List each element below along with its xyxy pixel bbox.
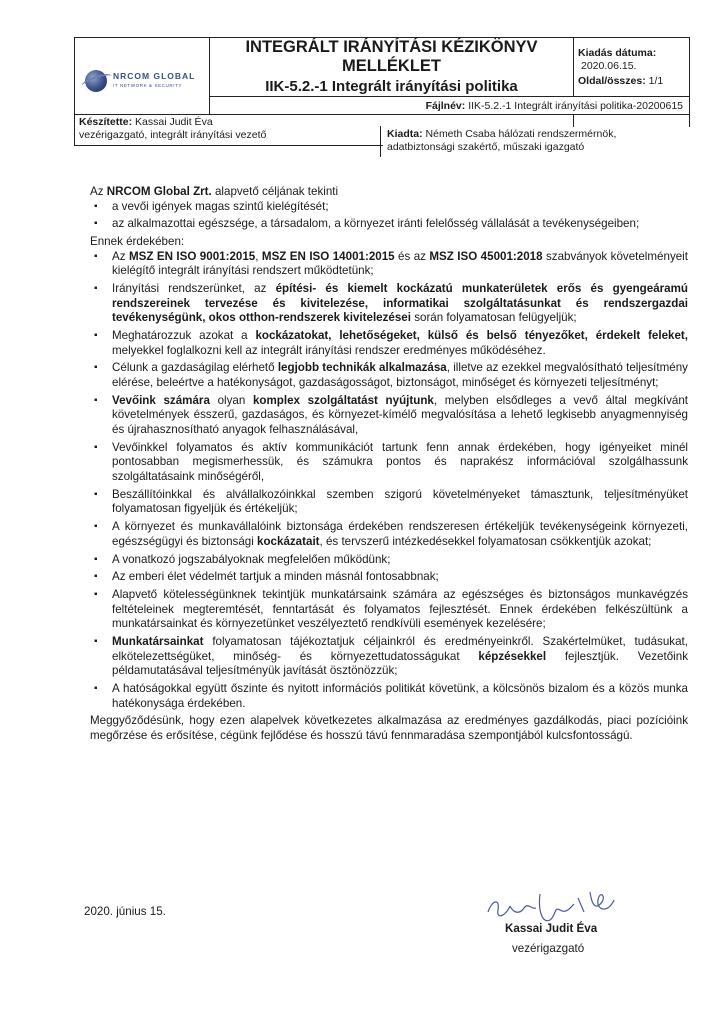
signer-name: Kassai Judit Éva — [505, 922, 598, 935]
policy-point — [90, 361, 688, 390]
point-text: , és tervszerű intézkedésekkel folyamatosan csökkentjük azokat; — [319, 534, 652, 548]
title-line-2: MELLÉKLET — [342, 57, 441, 75]
title-line-3: IIK-5.2.-1 Integrált irányítási politika — [265, 78, 518, 95]
emphasis-text: komplex szolgáltatást nyújtunk — [252, 393, 434, 407]
point-text: olyan — [209, 393, 253, 407]
company-name: NRCOM Global Zrt. — [106, 185, 212, 198]
issued-name: Németh Csaba hálózati rendszermérnök, — [425, 128, 617, 140]
issued-label: Kiadta: — [387, 128, 423, 140]
file-label: Fájlnév: — [425, 99, 466, 112]
policy-point — [90, 394, 688, 438]
policy-point — [90, 520, 688, 549]
file-name-row — [210, 97, 690, 115]
document-date: 2020. június 15. — [84, 905, 166, 918]
goal-item: ▪ a vevői igények magas szintű kielégítését; — [90, 200, 688, 215]
point-text: A vonatkozó jogszabályoknak megfelelően működünk; — [112, 552, 391, 566]
meta-block — [574, 38, 690, 97]
point-text: , — [255, 249, 262, 263]
goals-list — [90, 200, 688, 232]
emphasis-text: Vevőink számára — [112, 393, 210, 407]
policy-point — [90, 282, 688, 326]
logo-subtitle: IT NETWORK & SECURITY — [113, 83, 183, 88]
point-text: szabványok követelményeit kielégítő integrált irányítási rendszert működtetünk; — [112, 249, 688, 278]
point-text: melyekkel foglalkozni kell az integrált irányítási rendszer eredményes működéséhez. — [112, 343, 546, 357]
point-text: Az emberi élet védelmét tartjuk a minden másnál fontosabbnak; — [112, 570, 439, 584]
point-text: Célunk a gazdaságilag elérhető — [112, 361, 278, 375]
ennek-heading: Ennek érdekében: — [90, 235, 185, 249]
point-text: Meghatározzuk azokat a — [112, 329, 256, 343]
emphasis-text: MSZ EN ISO 14001:2015 — [261, 249, 395, 263]
policy-point — [90, 488, 688, 517]
issued-role: adatbiztonsági szakértő, műszaki igazgató — [387, 141, 585, 153]
point-text: Alapvető kötelességünknek tekintjük munkatársaink számára az egészséges és biztonságos munkavégzés feltételeinek megteremtését, fenntartását és folyamatos fejlesztését. Ennek érdekében felkészültünk a munkatársainkat és környezetünket veszélyeztető rendkívüli események kezelésére; — [112, 588, 688, 631]
policy-points — [90, 250, 688, 711]
page-label: Oldal/összes: — [578, 74, 646, 87]
emphasis-text: képzésekkel — [478, 649, 547, 663]
title-block — [210, 38, 574, 97]
point-text: során folyamatosan felügyeljük; — [410, 311, 577, 325]
emphasis-text: MSZ EN ISO 9001:2015 — [128, 249, 256, 263]
intro-prefix: Az — [90, 185, 107, 198]
emphasis-text: Munkatársainkat — [112, 635, 204, 649]
policy-point — [90, 553, 688, 568]
point-text: , melyben elsődleges a vevő által megkívánt követelmények ésszerű, gazdaságos, és környezet-kímélő megvalósítása a lehető legkisebb anyagmennyiség és újrahasznosítható anyagok felhasználásával, — [112, 393, 689, 437]
release-label: Kiadás dátuma: — [578, 46, 657, 59]
prepared-label: Készítette: — [79, 116, 133, 128]
intro-text — [90, 185, 688, 200]
point-text: és az — [394, 249, 430, 263]
goal-item: ▪ az alkalmazottai egészsége, a társadalom, a környezet iránti felelősség vállalását a tevékenységeiben; — [90, 217, 688, 232]
policy-point — [90, 635, 688, 679]
intro-suffix: alapvető céljának tekinti — [211, 185, 339, 198]
emphasis-text: MSZ ISO 45001:2018 — [429, 249, 543, 263]
point-text: folyamatosan tájékoztatjuk céljainkról és eredményeinkről. Szakértelmüket, tudásukat, elkötelezettségüket, minőség- és környezettudatosságukat — [112, 635, 688, 663]
signer-title: vezérigazgató — [512, 942, 585, 955]
point-text: Beszállítóinkkal és alvállalkozóinkkal szemben szigorú követelményeket támasztunk, teljesítményüket folyamatosan figyeljük és értékeljük; — [112, 487, 688, 516]
point-text: Irányítási rendszerünket, az — [112, 282, 276, 296]
policy-point — [90, 441, 688, 485]
emphasis-text: kockázatokat, lehetőségeket, külső és belső tényezőket, érdekelt feleket, — [255, 329, 688, 343]
emphasis-text: építési- és kiemelt kockázatú munkaterületek erős és gyengeáramú rendszereinek tervezése és kivitelezése, informatikai szolgáltatásunkat és rendszergazdai tevékenységünk, okos otthon-rendszerek kivitelezései — [112, 282, 688, 325]
prepared-name: Kassai Judit Éva — [135, 116, 213, 128]
emphasis-text: legjobb technikák alkalmazása — [277, 361, 447, 375]
point-text: , illetve az ezekkel megvalósítható teljesítmény elérése, beleértve a hatékonyságot, gazdaságosságot, biztonságot, minőséget és környezeti teljesítményt; — [112, 361, 688, 390]
closing-text: Meggyőződésünk, hogy ezen alapelvek következetes alkalmazása az eredményes gazdálkodás, piaci pozícióink megőrzése és erősítése, cégünk fejlődése és hosszú távú fennmaradása szempontjából kulcsfontosságú. — [90, 714, 688, 742]
issued-by-box — [383, 127, 691, 155]
policy-point — [90, 250, 688, 279]
policy-point — [90, 570, 688, 585]
policy-point — [90, 682, 688, 711]
logo-name: NRCOM GLOBAL — [113, 71, 196, 81]
point-text: A hatóságokkal együtt őszinte és nyitott információs politikát követünk, a kölcsönös bizalom és a közös munka hatékonysága érdekében. — [112, 682, 688, 710]
policy-point — [90, 329, 688, 358]
file-value: IIK-5.2.-1 Integrált irányítási politika-20200615 — [468, 99, 683, 112]
point-text: A környezet és munkavállalóink biztonsága érdekében rendszeresen értékeljük tevékenységeink környezeti, egészségügyi és biztonsági — [112, 520, 688, 548]
point-text: Az — [112, 249, 129, 263]
policy-body — [90, 185, 688, 744]
point-text: fejlesztjük. Vezetőink példamutatásával teljesítményük javítását ösztönözzük; — [112, 649, 688, 678]
prepared-role: vezérigazgató, integrált irányítási vezető — [79, 129, 267, 141]
divider — [380, 126, 381, 157]
logo — [75, 38, 210, 115]
point-text: Vevőinkkel folyamatos és aktív kommunikációt tartunk fenn annak érdekében, hogy igényeiket minél pontosabban megismerhessük, és számukra pontos és naprakész információval szolgálhassunk szolgáltatásaink minőségéről, — [112, 440, 688, 483]
title-line-1: INTEGRÁLT IRÁNYÍTÁSI KÉZIKÖNYV — [245, 38, 538, 56]
emphasis-text: kockázatait — [257, 534, 320, 548]
release-date: 2020.06.15. — [581, 59, 637, 72]
policy-point — [90, 588, 688, 632]
page-value: 1/1 — [648, 74, 664, 87]
